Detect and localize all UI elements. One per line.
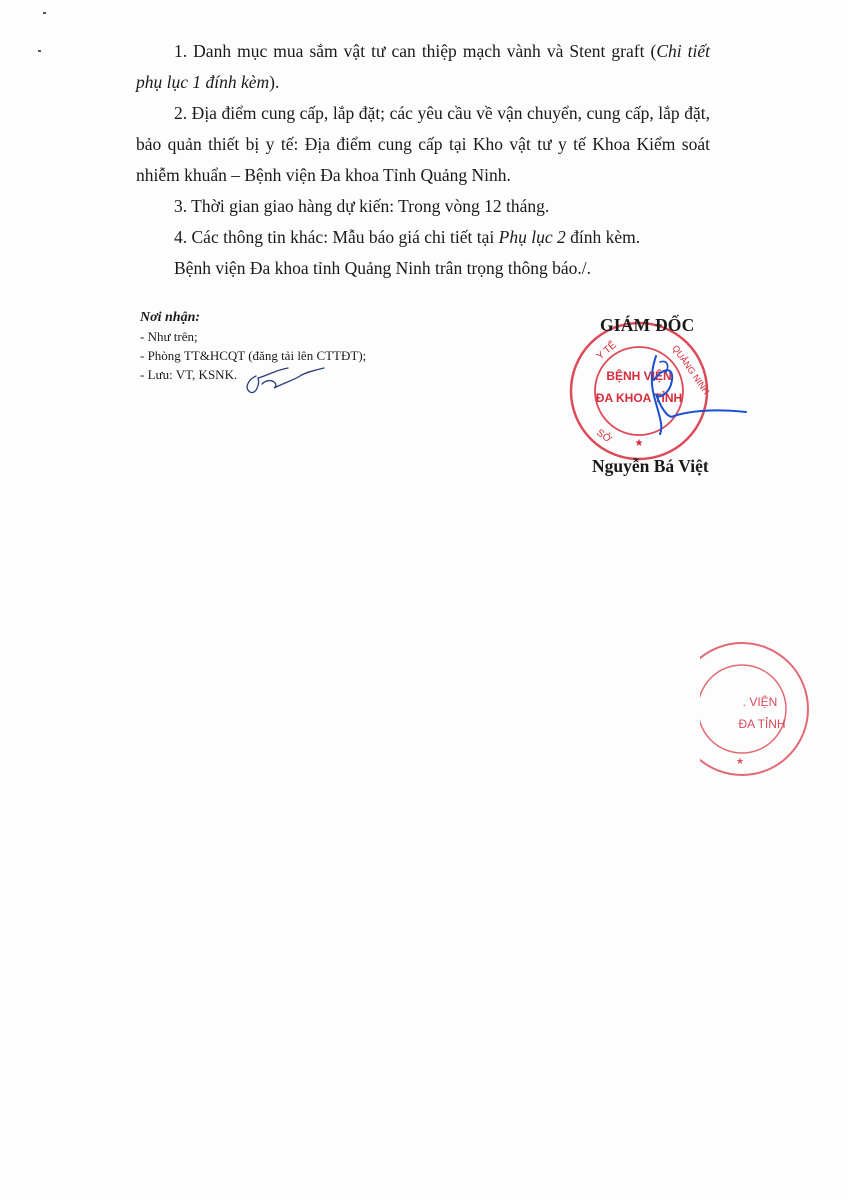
handwritten-initials xyxy=(236,362,328,398)
item-2: 2. Địa điểm cung cấp, lắp đặt; các yêu cầu về vận chuyển, cung cấp, lắp đặt, bảo quản thiết bị y tế: Địa điểm cung cấp tại Kho vật tư y tế Khoa Kiểm soát nhiễm khuẩn – Bệnh viện Đa khoa Tỉnh Quảng Ninh. xyxy=(136,103,710,185)
recipient-item: - Phòng TT&HCQT (đăng tải lên CTTĐT); xyxy=(140,348,367,363)
scan-speck xyxy=(38,50,41,52)
partial-seal-line-2: ĐA TỈNH xyxy=(738,717,786,731)
item-4: 4. Các thông tin khác: Mẫu báo giá chi tiết tại Phụ lục 2 đính kèm. xyxy=(174,227,641,247)
seal-ring-right-text: QUẢNG NINH xyxy=(670,343,712,397)
closing-statement: Bệnh viện Đa khoa tỉnh Quảng Ninh trân trọng thông báo./. xyxy=(174,258,592,278)
recipients-title: Nơi nhận: xyxy=(140,310,201,325)
recipient-item: - Lưu: VT, KSNK. xyxy=(140,367,238,382)
item-1: 1. Danh mục mua sắm vật tư can thiệp mạch vành và Stent graft (Chi tiết phụ lục 1 đính kèm). xyxy=(136,41,711,92)
svg-text:★: ★ xyxy=(634,438,644,449)
svg-text:★: ★ xyxy=(735,757,745,767)
signer-name: Nguyễn Bá Việt xyxy=(592,456,709,476)
document-body xyxy=(136,36,710,284)
seal-ring-left-text: Y TẾ xyxy=(594,339,619,363)
handwritten-signature xyxy=(630,350,750,440)
seal-line-2: ĐA KHOA TỈNH xyxy=(595,391,683,405)
signature-title: GIÁM ĐỐC xyxy=(600,315,695,335)
seal-line-1: BỆNH VIỆN xyxy=(606,369,672,383)
recipient-item: - Như trên; xyxy=(140,329,198,344)
partial-seal-line-1: . VIỆN xyxy=(742,695,778,709)
scan-speck xyxy=(43,12,46,14)
partial-seal xyxy=(700,636,848,782)
seal-ring-bottom-text: SỞ xyxy=(594,427,614,446)
item-3: 3. Thời gian giao hàng dự kiến: Trong vòng 12 tháng. xyxy=(174,196,550,216)
